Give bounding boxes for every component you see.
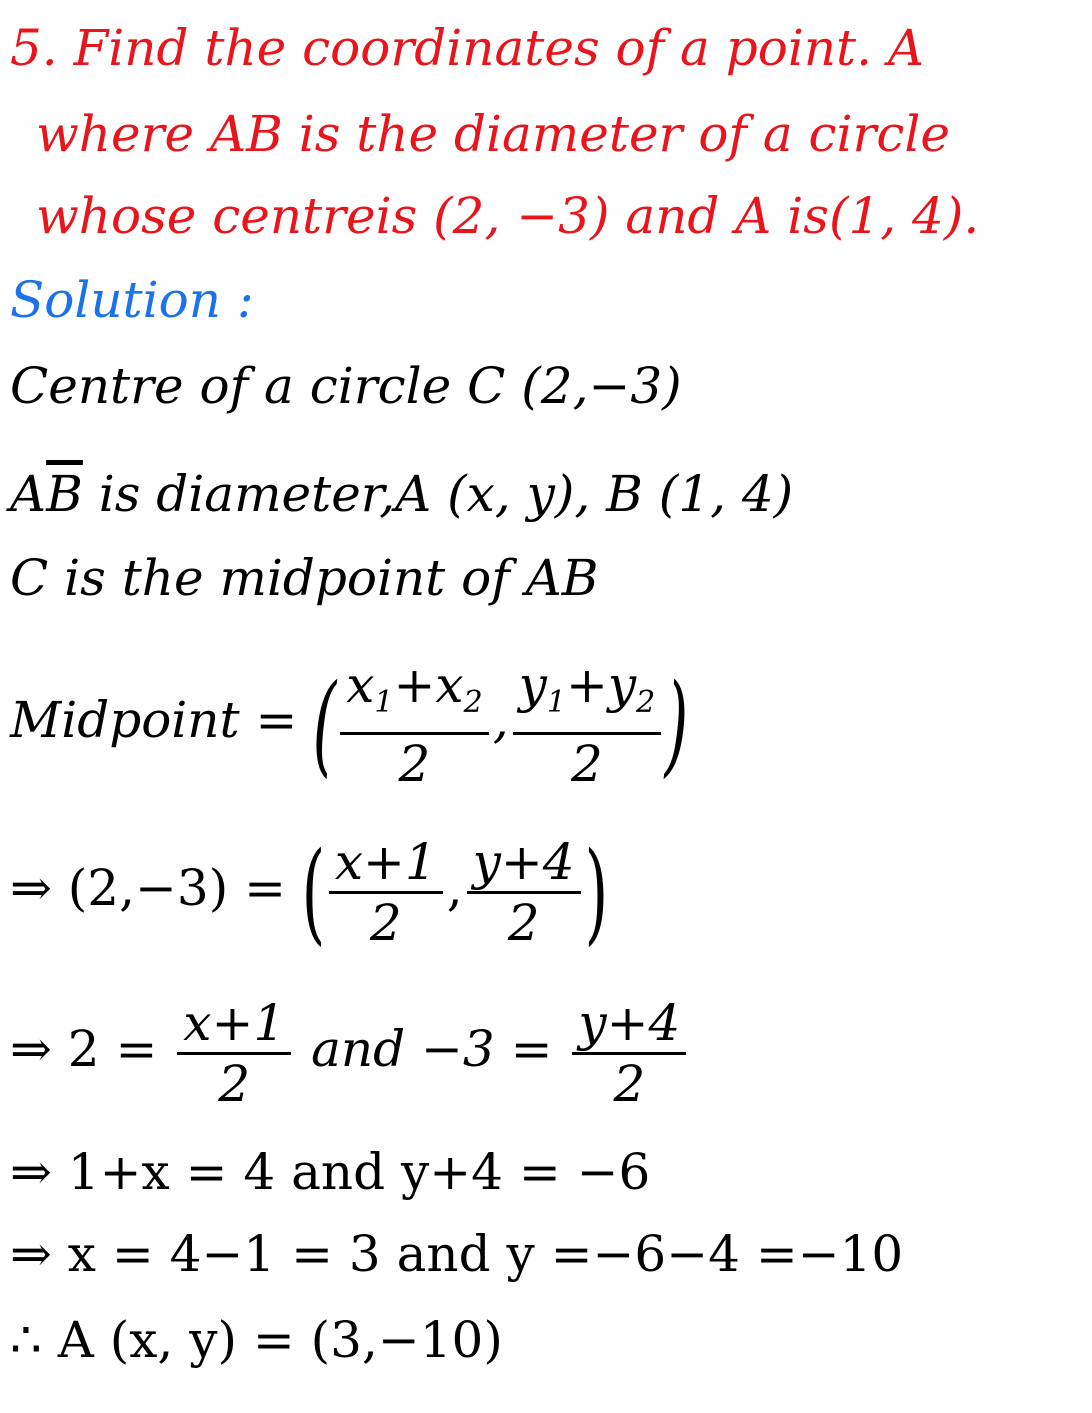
mid-num2-sub1: 1 [546,684,566,720]
eq-den1: 2 [218,1054,251,1113]
equations-line [10,984,690,1114]
eq-fraction-y [572,994,686,1113]
simplify-line: ⇒ 1+x = 4 and y+4 = −6 [10,1143,651,1201]
mid-den1: 2 [398,734,431,793]
eq-den2: 2 [613,1054,646,1113]
centre-statement: Centre of a circle C (2,−3) [10,357,682,415]
mid-num1-sub1: 1 [374,684,394,720]
diameter-a: A [10,465,47,523]
sub-fraction-y [467,833,581,952]
diameter-rest: is diameter,A (x, y), B (1, 4) [82,465,794,523]
eq-num2: y+4 [572,994,686,1055]
right-paren-2: ) [584,828,608,956]
midpoint-formula [10,640,688,800]
right-paren: ) [664,660,689,788]
diameter-statement [10,464,793,524]
mid-num2-var: y [518,655,547,714]
left-paren-2: ( [301,828,326,956]
midpoint-statement: C is the midpoint of AB [10,549,599,607]
midpoint-fraction-x [340,656,488,793]
mid-den2: 2 [570,734,603,793]
answer-line: ∴ A (x, y) = (3,−10) [10,1311,503,1369]
sub-lhs: ⇒ (2,−3) = [10,859,302,917]
eq-lhs1: ⇒ 2 = [10,1020,174,1078]
sub-comma: , [446,859,463,917]
mid-num2-sub2: 2 [636,684,656,720]
solve-line: ⇒ x = 4−1 = 3 and y =−6−4 =−10 [10,1225,904,1283]
solution-label: Solution : [10,271,254,329]
left-paren: ( [312,660,337,788]
eq-mid: and −3 = [295,1020,569,1078]
question-line-2: where AB is the diameter of a circle [36,105,951,163]
mid-num1-var: x [346,655,375,714]
mid-comma: , [492,691,509,749]
question-line-1: 5. Find the coordinates of a point. A [10,19,925,77]
mid-num2-plus: +y [565,655,637,714]
mid-num1-plus: +x [393,655,464,714]
substitution-line [10,818,608,958]
question-line-3: whose centreis (2, −3) and A is(1, 4). [36,187,980,245]
sub-den1: 2 [369,893,402,952]
midpoint-lhs: Midpoint = [10,691,314,749]
sub-fraction-x [329,833,443,952]
sub-num1: x+1 [329,833,443,894]
mid-num1-sub2: 2 [463,684,483,720]
midpoint-fraction-y [513,656,662,793]
sub-num2: y+4 [467,833,581,894]
eq-num1: x+1 [177,994,291,1055]
diameter-b: $\overline{B}$ [46,465,83,523]
sub-den2: 2 [507,893,540,952]
eq-fraction-x [177,994,291,1113]
